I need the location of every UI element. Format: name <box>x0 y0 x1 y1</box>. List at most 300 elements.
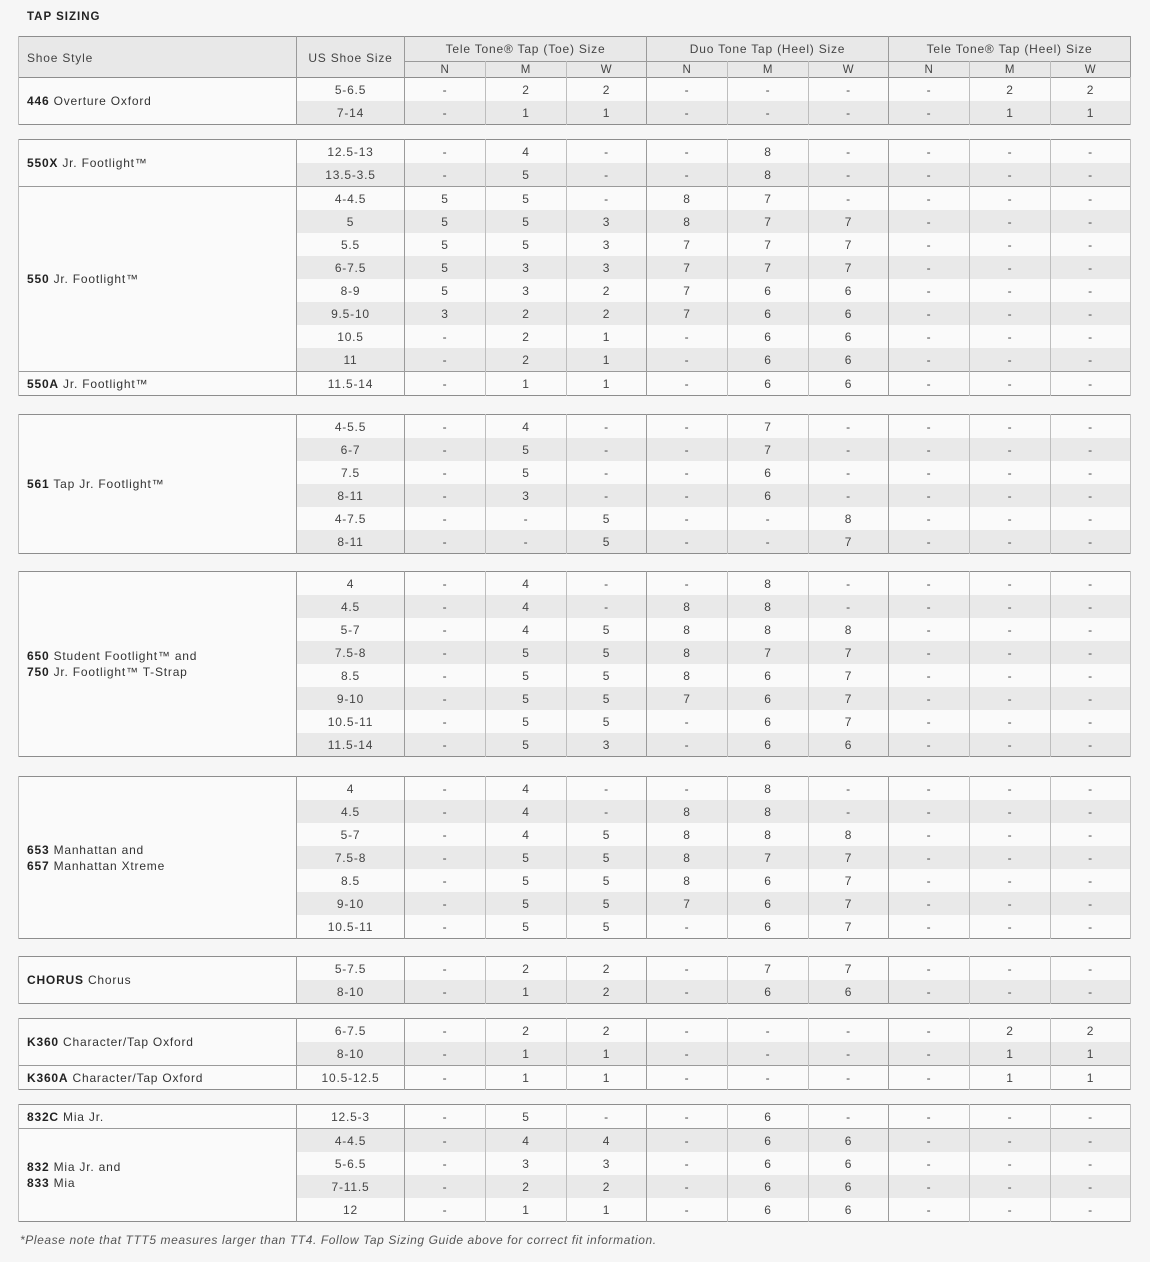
tap-size-cell: 4 <box>486 415 567 439</box>
tap-size-cell: - <box>1051 461 1131 484</box>
tap-size-cell: - <box>889 484 970 507</box>
tap-size-cell: 5 <box>486 687 567 710</box>
tap-size-cell: 3 <box>567 733 647 757</box>
header-tele-toe: Tele Tone® Tap (Toe) Size <box>405 37 647 62</box>
tap-size-cell: - <box>1051 915 1131 939</box>
tap-size-cell: - <box>1051 302 1131 325</box>
size-cell: 5-6.5 <box>297 1152 405 1175</box>
tap-size-cell: - <box>405 800 486 823</box>
shoe-name: Jr. Footlight™ <box>62 156 148 170</box>
tap-size-cell: 6 <box>728 302 809 325</box>
tap-size-cell: - <box>809 78 889 102</box>
size-cell: 4 <box>297 572 405 596</box>
table-row <box>19 1019 1131 1043</box>
tap-size-cell: - <box>889 101 970 125</box>
tap-size-cell: - <box>728 1042 809 1066</box>
shoe-code: 650 <box>27 649 50 663</box>
tap-size-cell: - <box>970 1129 1051 1153</box>
tap-size-cell: 7 <box>809 892 889 915</box>
tap-size-cell: - <box>970 256 1051 279</box>
size-cell: 4-5.5 <box>297 415 405 439</box>
tap-size-cell: 6 <box>728 733 809 757</box>
group-table <box>18 571 1131 757</box>
tap-size-cell: - <box>405 325 486 348</box>
shoe-code: K360 <box>27 1035 59 1049</box>
tap-size-cell: - <box>889 1152 970 1175</box>
tap-size-cell: 3 <box>486 1152 567 1175</box>
tap-size-cell: - <box>970 438 1051 461</box>
tap-size-cell: - <box>486 530 567 554</box>
tap-size-cell: - <box>970 915 1051 939</box>
tap-size-cell: 6 <box>809 372 889 396</box>
tap-size-cell: - <box>647 1042 728 1066</box>
tap-size-cell: - <box>889 595 970 618</box>
tap-size-cell: - <box>567 140 647 164</box>
tap-size-cell: 6 <box>728 892 809 915</box>
tap-size-cell: - <box>647 348 728 372</box>
tap-size-cell: - <box>970 595 1051 618</box>
tap-size-cell: - <box>970 302 1051 325</box>
tap-size-cell: 5 <box>486 461 567 484</box>
size-cell: 9-10 <box>297 892 405 915</box>
tap-size-cell: 6 <box>728 869 809 892</box>
size-cell: 5-7 <box>297 823 405 846</box>
tap-size-cell: - <box>970 618 1051 641</box>
tap-size-cell: - <box>1051 641 1131 664</box>
tap-size-cell: - <box>567 777 647 801</box>
tap-size-cell: 5 <box>567 710 647 733</box>
shoe-style-cell <box>19 572 297 757</box>
tap-size-cell: - <box>970 800 1051 823</box>
size-cell: 5-7.5 <box>297 957 405 981</box>
tap-size-cell: - <box>405 664 486 687</box>
size-cell: 6-7 <box>297 438 405 461</box>
tap-size-cell: - <box>647 415 728 439</box>
tap-size-cell: - <box>889 823 970 846</box>
tap-size-cell: - <box>889 163 970 187</box>
tap-size-cell: - <box>889 915 970 939</box>
tap-size-cell: - <box>889 733 970 757</box>
tap-size-cell: - <box>889 869 970 892</box>
table-row <box>19 777 1131 801</box>
tap-size-cell: 5 <box>405 279 486 302</box>
shoe-style-cell <box>19 140 297 187</box>
shoe-name: Character/Tap Oxford <box>72 1070 204 1085</box>
tap-size-cell: - <box>647 78 728 102</box>
tap-size-cell: 5 <box>405 233 486 256</box>
tap-size-cell: 1 <box>486 1042 567 1066</box>
tap-size-cell: - <box>647 1129 728 1153</box>
tap-size-cell: 7 <box>728 233 809 256</box>
tap-size-cell: 7 <box>647 256 728 279</box>
tap-size-cell: 5 <box>486 1105 567 1129</box>
tap-size-cell: - <box>1051 140 1131 164</box>
tap-size-cell: - <box>567 484 647 507</box>
tap-size-cell: 5 <box>486 869 567 892</box>
tap-size-cell: - <box>889 1175 970 1198</box>
size-cell: 11 <box>297 348 405 372</box>
tap-size-cell: - <box>889 325 970 348</box>
tap-size-cell: - <box>405 484 486 507</box>
tap-size-cell: - <box>405 1198 486 1222</box>
size-cell: 12.5-3 <box>297 1105 405 1129</box>
tap-size-cell: 5 <box>567 823 647 846</box>
size-cell: 4-7.5 <box>297 507 405 530</box>
tap-size-cell: - <box>970 846 1051 869</box>
tap-size-cell: 2 <box>970 1019 1051 1043</box>
tap-size-cell: - <box>1051 256 1131 279</box>
shoe-style-cell <box>19 1066 297 1090</box>
tap-size-cell: - <box>567 438 647 461</box>
tap-size-cell: 6 <box>728 348 809 372</box>
tap-size-cell: - <box>728 1066 809 1090</box>
tap-size-cell: - <box>889 233 970 256</box>
tap-size-cell: - <box>970 163 1051 187</box>
tap-size-cell: - <box>647 710 728 733</box>
table-row <box>19 78 1131 102</box>
tap-size-cell: 2 <box>1051 1019 1131 1043</box>
tap-size-cell: - <box>405 163 486 187</box>
tap-size-cell: 6 <box>728 461 809 484</box>
tap-size-cell: - <box>405 507 486 530</box>
tap-size-cell: - <box>970 140 1051 164</box>
tap-size-cell: - <box>809 777 889 801</box>
tap-size-cell: - <box>970 325 1051 348</box>
tap-size-cell: 8 <box>647 800 728 823</box>
tap-size-cell: - <box>970 530 1051 554</box>
tap-size-cell: - <box>889 892 970 915</box>
tap-size-cell: 1 <box>970 1042 1051 1066</box>
size-cell: 10.5-12.5 <box>297 1066 405 1090</box>
tap-size-cell: - <box>405 1019 486 1043</box>
table-row <box>19 187 1131 211</box>
tap-size-cell: - <box>405 348 486 372</box>
tap-size-cell: - <box>405 1105 486 1129</box>
shoe-code: CHORUS <box>27 973 84 987</box>
tap-size-cell: - <box>889 302 970 325</box>
tap-size-cell: 8 <box>647 823 728 846</box>
size-cell: 4-4.5 <box>297 1129 405 1153</box>
tap-size-cell: - <box>647 572 728 596</box>
tap-size-cell: 4 <box>486 595 567 618</box>
tap-size-cell: 6 <box>728 484 809 507</box>
tap-size-cell: 8 <box>728 595 809 618</box>
tap-size-cell: 5 <box>486 210 567 233</box>
tap-size-cell: - <box>809 595 889 618</box>
shoe-code: 550A <box>27 376 59 391</box>
tap-size-cell: - <box>970 957 1051 981</box>
tap-size-cell: 6 <box>728 1175 809 1198</box>
tap-size-cell: - <box>809 415 889 439</box>
tap-size-cell: - <box>1051 279 1131 302</box>
tap-size-cell: 2 <box>486 1019 567 1043</box>
shoe-name: Chorus <box>87 973 132 987</box>
shoe-code: 833 <box>27 1176 50 1190</box>
size-cell: 7.5-8 <box>297 846 405 869</box>
tap-size-cell: 2 <box>567 302 647 325</box>
size-cell: 10.5-11 <box>297 710 405 733</box>
group-table <box>18 414 1131 554</box>
shoe-style-cell <box>19 78 297 125</box>
tap-size-cell: - <box>567 595 647 618</box>
size-cell: 12.5-13 <box>297 140 405 164</box>
tap-size-cell: - <box>1051 595 1131 618</box>
tap-size-cell: 1 <box>486 1198 567 1222</box>
header-width-w: W <box>1051 62 1131 79</box>
tap-size-cell: - <box>647 1019 728 1043</box>
tap-size-cell: 7 <box>728 210 809 233</box>
tap-size-cell: - <box>647 1152 728 1175</box>
tap-size-cell: 6 <box>809 1198 889 1222</box>
size-cell: 4.5 <box>297 595 405 618</box>
tap-size-cell: 7 <box>809 710 889 733</box>
shoe-name: Overture Oxford <box>53 94 152 108</box>
tap-size-cell: - <box>889 1198 970 1222</box>
tap-size-cell: - <box>889 687 970 710</box>
tap-size-cell: - <box>970 687 1051 710</box>
tap-size-cell: - <box>889 187 970 211</box>
shoe-style-cell <box>19 415 297 554</box>
tap-size-cell: 8 <box>728 777 809 801</box>
tap-size-cell: - <box>405 892 486 915</box>
tap-size-cell: - <box>809 461 889 484</box>
tap-size-cell: 2 <box>486 325 567 348</box>
tap-size-cell: 6 <box>728 279 809 302</box>
tap-size-cell: 7 <box>809 233 889 256</box>
tap-size-cell: - <box>1051 869 1131 892</box>
tap-size-cell: 7 <box>728 438 809 461</box>
tap-size-cell: - <box>1051 372 1131 396</box>
tap-size-cell: - <box>1051 325 1131 348</box>
tap-size-cell: 8 <box>647 595 728 618</box>
tap-size-cell: - <box>1051 777 1131 801</box>
tap-size-cell: - <box>1051 438 1131 461</box>
tap-size-cell: - <box>970 777 1051 801</box>
tap-size-cell: - <box>809 163 889 187</box>
tap-size-cell: - <box>1051 618 1131 641</box>
tap-size-cell: 7 <box>647 302 728 325</box>
tap-size-cell: - <box>970 572 1051 596</box>
tap-size-cell: 1 <box>486 1066 567 1090</box>
tap-size-cell: - <box>1051 710 1131 733</box>
tap-size-cell: 3 <box>486 256 567 279</box>
tap-size-cell: - <box>647 1066 728 1090</box>
tap-size-cell: - <box>1051 687 1131 710</box>
tap-size-cell: 8 <box>809 618 889 641</box>
tap-size-cell: 7 <box>809 664 889 687</box>
size-cell: 4-4.5 <box>297 187 405 211</box>
tap-size-cell: 5 <box>567 530 647 554</box>
tap-size-cell: 3 <box>486 484 567 507</box>
header-tele-heel: Tele Tone® Tap (Heel) Size <box>889 37 1131 62</box>
tap-size-cell: 5 <box>486 892 567 915</box>
table-row <box>19 140 1131 164</box>
page-title: TAP SIZING <box>27 11 101 23</box>
tap-size-cell: - <box>647 461 728 484</box>
size-cell: 6-7.5 <box>297 1019 405 1043</box>
tap-size-cell: - <box>405 1042 486 1066</box>
tap-size-cell: 6 <box>728 710 809 733</box>
tap-size-cell: - <box>889 710 970 733</box>
footnote: *Please note that TTT5 measures larger than TT4. Follow Tap Sizing Guide above for correct fit information. <box>20 1233 657 1247</box>
tap-size-cell: - <box>889 1105 970 1129</box>
size-cell: 8-10 <box>297 1042 405 1066</box>
tap-size-cell: - <box>809 1066 889 1090</box>
header-shoe-style: Shoe Style <box>19 37 297 79</box>
size-cell: 5-6.5 <box>297 78 405 102</box>
tap-size-cell: - <box>405 438 486 461</box>
tap-size-cell: - <box>405 710 486 733</box>
tap-size-cell: - <box>1051 163 1131 187</box>
tap-size-cell: - <box>728 1019 809 1043</box>
tap-size-cell: 2 <box>486 1175 567 1198</box>
tap-size-cell: 2 <box>486 78 567 102</box>
tap-size-cell: - <box>647 372 728 396</box>
tap-size-cell: - <box>809 438 889 461</box>
table-header <box>18 36 1131 79</box>
tap-size-cell: 6 <box>809 1175 889 1198</box>
tap-size-cell: - <box>889 1066 970 1090</box>
tap-size-cell: 1 <box>567 372 647 396</box>
tap-size-cell: - <box>889 1019 970 1043</box>
size-cell: 5.5 <box>297 233 405 256</box>
tap-size-cell: - <box>970 415 1051 439</box>
tap-size-cell: 3 <box>405 302 486 325</box>
tap-size-cell: - <box>728 78 809 102</box>
tap-size-cell: 7 <box>809 687 889 710</box>
tap-size-cell: - <box>567 461 647 484</box>
size-cell: 10.5 <box>297 325 405 348</box>
tap-size-cell: - <box>889 1042 970 1066</box>
tap-size-cell: 7 <box>809 915 889 939</box>
tap-size-cell: 8 <box>728 618 809 641</box>
tap-size-cell: 3 <box>567 1152 647 1175</box>
tap-size-cell: 8 <box>647 869 728 892</box>
tap-size-cell: 8 <box>647 664 728 687</box>
tap-size-cell: 5 <box>486 915 567 939</box>
tap-size-cell: - <box>405 641 486 664</box>
tap-size-cell: - <box>405 618 486 641</box>
tap-size-cell: - <box>809 140 889 164</box>
shoe-code: 832 <box>27 1160 50 1174</box>
tap-size-cell: 6 <box>728 372 809 396</box>
tap-size-cell: - <box>889 846 970 869</box>
tap-size-cell: - <box>809 101 889 125</box>
shoe-name: Tap Jr. Footlight™ <box>53 477 165 491</box>
tap-size-cell: 6 <box>728 1129 809 1153</box>
tap-size-cell: 5 <box>567 618 647 641</box>
tap-size-cell: - <box>405 846 486 869</box>
header-width-m: M <box>486 62 567 79</box>
shoe-name: Jr. Footlight™ <box>63 376 149 391</box>
tap-size-cell: - <box>405 733 486 757</box>
tap-size-cell: - <box>486 507 567 530</box>
tap-size-cell: - <box>970 1198 1051 1222</box>
tap-size-cell: - <box>647 957 728 981</box>
table-row <box>19 1066 1131 1090</box>
tap-size-cell: 4 <box>486 140 567 164</box>
tap-size-cell: - <box>405 869 486 892</box>
tap-size-cell: 2 <box>486 348 567 372</box>
tap-size-cell: 1 <box>567 1042 647 1066</box>
tap-size-cell: 3 <box>486 279 567 302</box>
table-row <box>19 1129 1131 1153</box>
tap-size-cell: - <box>1051 800 1131 823</box>
size-cell: 7.5 <box>297 461 405 484</box>
shoe-code: 561 <box>27 477 50 491</box>
tap-size-cell: 5 <box>486 438 567 461</box>
tap-size-cell: - <box>970 461 1051 484</box>
tap-size-cell: 8 <box>647 210 728 233</box>
tap-size-cell: 5 <box>567 892 647 915</box>
table-row <box>19 957 1131 981</box>
tap-size-cell: 7 <box>647 279 728 302</box>
tap-size-cell: 6 <box>728 664 809 687</box>
tap-size-cell: - <box>405 957 486 981</box>
tap-size-cell: - <box>809 1019 889 1043</box>
tap-size-cell: 5 <box>567 846 647 869</box>
tap-size-cell: - <box>405 461 486 484</box>
tap-size-cell: - <box>405 1066 486 1090</box>
shoe-name: Mia Jr. and <box>53 1160 122 1174</box>
shoe-name: Mia Jr. <box>63 1109 104 1124</box>
tap-size-cell: 1 <box>567 348 647 372</box>
tap-size-cell: 1 <box>1051 1066 1131 1090</box>
tap-size-cell: 3 <box>567 256 647 279</box>
tap-size-cell: 8 <box>728 800 809 823</box>
tap-size-cell: - <box>1051 1198 1131 1222</box>
tap-size-cell: 6 <box>728 1152 809 1175</box>
table-row <box>19 372 1131 396</box>
shoe-name: Jr. Footlight™ <box>53 272 139 286</box>
tap-size-cell: 4 <box>486 800 567 823</box>
tap-size-cell: - <box>809 1042 889 1066</box>
tap-size-cell: - <box>970 210 1051 233</box>
tap-size-cell: - <box>405 915 486 939</box>
tap-size-cell: 7 <box>809 957 889 981</box>
tap-size-cell: - <box>405 78 486 102</box>
size-cell: 7-14 <box>297 101 405 125</box>
tap-size-cell: - <box>647 163 728 187</box>
size-cell: 9.5-10 <box>297 302 405 325</box>
tap-size-cell: 5 <box>567 915 647 939</box>
tap-size-cell: - <box>405 777 486 801</box>
tap-size-cell: - <box>405 1152 486 1175</box>
tap-size-cell: 1 <box>486 372 567 396</box>
tap-size-cell: 1 <box>567 1066 647 1090</box>
shoe-style-cell <box>19 1105 297 1129</box>
tap-size-cell: 5 <box>405 256 486 279</box>
tap-size-cell: 8 <box>647 846 728 869</box>
tap-size-cell: 8 <box>728 823 809 846</box>
tap-size-cell: 4 <box>486 823 567 846</box>
tap-size-cell: 6 <box>728 687 809 710</box>
tap-size-cell: - <box>970 233 1051 256</box>
header-width-w: W <box>567 62 647 79</box>
shoe-style-cell <box>19 957 297 1004</box>
tap-size-cell: - <box>970 279 1051 302</box>
tap-size-cell: 5 <box>567 869 647 892</box>
tap-size-cell: 6 <box>809 1152 889 1175</box>
tap-size-cell: 7 <box>728 957 809 981</box>
tap-size-cell: 8 <box>728 140 809 164</box>
group-table <box>18 1018 1131 1090</box>
tap-size-cell: 5 <box>486 641 567 664</box>
tap-size-cell: 6 <box>809 733 889 757</box>
shoe-name: Character/Tap Oxford <box>63 1035 194 1049</box>
tap-size-cell: 6 <box>809 325 889 348</box>
tap-size-cell: - <box>1051 980 1131 1004</box>
